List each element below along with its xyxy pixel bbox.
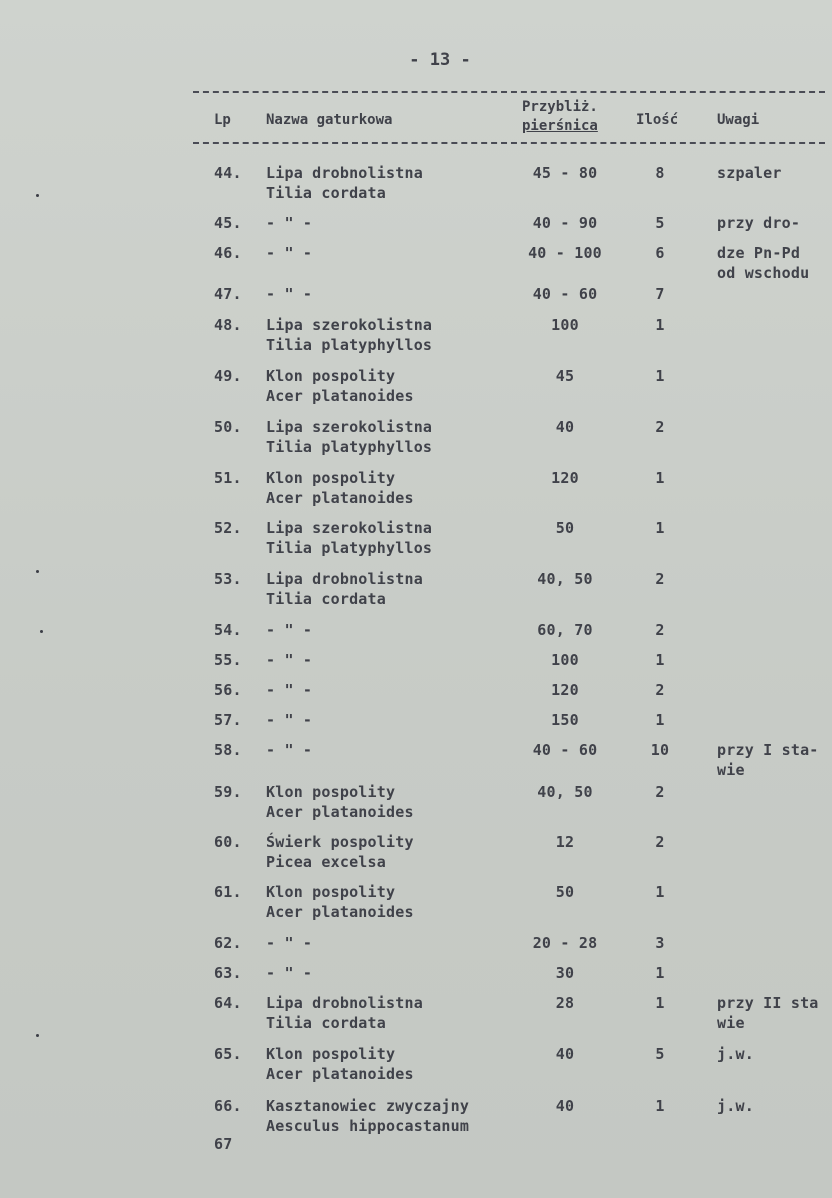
row-lp: 55. bbox=[214, 651, 242, 669]
page-number: - 13 - bbox=[409, 50, 471, 70]
row-species-name-polish: Świerk pospolity bbox=[266, 833, 414, 851]
row-species-name-polish: - " - bbox=[266, 285, 313, 303]
table-row bbox=[0, 740, 832, 780]
header-lp: Lp bbox=[214, 112, 231, 128]
row-remark-continued: wie bbox=[717, 761, 745, 779]
row-quantity: 1 bbox=[655, 1097, 665, 1115]
row-species-name-latin: Aesculus hippocastanum bbox=[266, 1117, 470, 1135]
row-dbh: 45 bbox=[555, 367, 575, 385]
table-row bbox=[0, 1096, 832, 1136]
row-species-name-polish: - " - bbox=[266, 651, 313, 669]
row-lp: 54. bbox=[214, 621, 242, 639]
row-species-name-polish: Klon pospolity bbox=[266, 469, 396, 487]
table-row bbox=[0, 1134, 832, 1174]
row-species-name-latin: Acer platanoides bbox=[266, 489, 414, 507]
row-remark-continued: od wschodu bbox=[717, 264, 810, 282]
row-quantity: 5 bbox=[655, 214, 665, 232]
header-species-name: Nazwa gaturkowa bbox=[266, 112, 393, 128]
row-lp: 61. bbox=[214, 883, 242, 901]
row-lp: 47. bbox=[214, 285, 242, 303]
row-lp: 59. bbox=[214, 783, 242, 801]
row-quantity: 1 bbox=[655, 883, 665, 901]
row-lp: 64. bbox=[214, 994, 242, 1012]
scan-speck bbox=[36, 1034, 39, 1037]
row-dbh: 40 - 60 bbox=[532, 741, 598, 759]
row-dbh: 60, 70 bbox=[537, 621, 593, 639]
row-dbh: 40 - 60 bbox=[532, 285, 598, 303]
row-species-name-polish: - " - bbox=[266, 741, 313, 759]
row-lp: 62. bbox=[214, 934, 242, 952]
scan-speck bbox=[36, 194, 39, 197]
row-lp: 53. bbox=[214, 570, 242, 588]
row-dbh: 28 bbox=[555, 994, 575, 1012]
table-row bbox=[0, 163, 832, 203]
row-species-name-polish: - " - bbox=[266, 214, 313, 232]
table-row bbox=[0, 417, 832, 457]
row-dbh: 20 - 28 bbox=[532, 934, 598, 952]
row-quantity: 1 bbox=[655, 651, 665, 669]
row-quantity: 2 bbox=[655, 621, 665, 639]
scan-speck bbox=[40, 630, 43, 633]
row-remark: przy I sta- bbox=[717, 741, 819, 759]
row-species-name-polish: - " - bbox=[266, 711, 313, 729]
row-remark-continued: wie bbox=[717, 1014, 745, 1032]
row-quantity: 1 bbox=[655, 469, 665, 487]
row-species-name-latin: Acer platanoides bbox=[266, 803, 414, 821]
header-dbh-line2: pierśnica bbox=[522, 118, 598, 134]
table-row bbox=[0, 882, 832, 922]
row-species-name-polish: Klon pospolity bbox=[266, 883, 396, 901]
row-dbh: 120 bbox=[551, 469, 579, 487]
row-quantity: 1 bbox=[655, 994, 665, 1012]
row-dbh: 100 bbox=[551, 651, 579, 669]
row-dbh: 100 bbox=[551, 316, 579, 334]
row-species-name-polish: - " - bbox=[266, 964, 313, 982]
row-dbh: 12 bbox=[555, 833, 575, 851]
row-quantity: 7 bbox=[655, 285, 665, 303]
table-row bbox=[0, 569, 832, 609]
header-remarks: Uwagi bbox=[717, 112, 760, 128]
row-dbh: 30 bbox=[555, 964, 575, 982]
row-dbh: 40 - 90 bbox=[532, 214, 598, 232]
row-species-name-latin: Tilia cordata bbox=[266, 590, 386, 608]
row-quantity: 10 bbox=[650, 741, 670, 759]
row-quantity: 1 bbox=[655, 316, 665, 334]
table-row bbox=[0, 1044, 832, 1084]
row-species-name-polish: Lipa drobnolistna bbox=[266, 164, 423, 182]
row-species-name-latin: Acer platanoides bbox=[266, 1065, 414, 1083]
row-species-name-polish: Klon pospolity bbox=[266, 367, 396, 385]
row-quantity: 3 bbox=[655, 934, 665, 952]
header-bottom-rule bbox=[193, 142, 825, 144]
row-dbh: 40, 50 bbox=[537, 570, 593, 588]
row-species-name-latin: Acer platanoides bbox=[266, 903, 414, 921]
row-dbh: 40, 50 bbox=[537, 783, 593, 801]
row-species-name-latin: Tilia platyphyllos bbox=[266, 539, 433, 557]
row-species-name-polish: Kasztanowiec zwyczajny bbox=[266, 1097, 470, 1115]
row-quantity: 2 bbox=[655, 681, 665, 699]
row-lp: 63. bbox=[214, 964, 242, 982]
row-remark: dze Pn-Pd bbox=[717, 244, 801, 262]
row-species-name-polish: Lipa szerokolistna bbox=[266, 418, 433, 436]
row-species-name-polish: - " - bbox=[266, 934, 313, 952]
row-dbh: 45 - 80 bbox=[532, 164, 598, 182]
header-top-rule bbox=[193, 91, 825, 93]
row-lp: 65. bbox=[214, 1045, 242, 1063]
header-dbh-line1: Przybliż. bbox=[522, 99, 598, 115]
scan-speck bbox=[36, 570, 39, 573]
row-species-name-polish: Klon pospolity bbox=[266, 1045, 396, 1063]
row-quantity: 5 bbox=[655, 1045, 665, 1063]
table-row bbox=[0, 315, 832, 355]
row-remark: przy II sta bbox=[717, 994, 819, 1012]
row-quantity: 6 bbox=[655, 244, 665, 262]
row-lp: 66. bbox=[214, 1097, 242, 1115]
row-lp: 56. bbox=[214, 681, 242, 699]
row-lp: 60. bbox=[214, 833, 242, 851]
row-remark: szpaler bbox=[717, 164, 782, 182]
row-dbh: 40 bbox=[555, 1097, 575, 1115]
row-quantity: 8 bbox=[655, 164, 665, 182]
row-lp: 58. bbox=[214, 741, 242, 759]
row-dbh: 50 bbox=[555, 883, 575, 901]
row-species-name-polish: Lipa szerokolistna bbox=[266, 519, 433, 537]
table-row bbox=[0, 518, 832, 558]
row-species-name-latin: Tilia cordata bbox=[266, 1014, 386, 1032]
row-lp: 45. bbox=[214, 214, 242, 232]
row-quantity: 1 bbox=[655, 711, 665, 729]
row-lp: 57. bbox=[214, 711, 242, 729]
row-species-name-polish: - " - bbox=[266, 681, 313, 699]
row-quantity: 2 bbox=[655, 570, 665, 588]
row-species-name-polish: Lipa drobnolistna bbox=[266, 570, 423, 588]
row-quantity: 1 bbox=[655, 367, 665, 385]
row-species-name-polish: Lipa drobnolistna bbox=[266, 994, 423, 1012]
table-row bbox=[0, 243, 832, 283]
row-species-name-latin: Tilia platyphyllos bbox=[266, 438, 433, 456]
row-species-name-latin: Tilia cordata bbox=[266, 184, 386, 202]
table-row bbox=[0, 832, 832, 872]
row-quantity: 2 bbox=[655, 833, 665, 851]
row-lp: 48. bbox=[214, 316, 242, 334]
row-lp: 46. bbox=[214, 244, 242, 262]
row-species-name-polish: Lipa szerokolistna bbox=[266, 316, 433, 334]
row-lp: 52. bbox=[214, 519, 242, 537]
row-lp: 49. bbox=[214, 367, 242, 385]
table-row bbox=[0, 468, 832, 508]
row-species-name-latin: Tilia platyphyllos bbox=[266, 336, 433, 354]
row-remark: j.w. bbox=[717, 1045, 754, 1063]
row-lp: 51. bbox=[214, 469, 242, 487]
table-row bbox=[0, 366, 832, 406]
row-quantity: 2 bbox=[655, 783, 665, 801]
row-species-name-polish: Klon pospolity bbox=[266, 783, 396, 801]
row-lp: 67 bbox=[214, 1135, 233, 1153]
row-dbh: 40 - 100 bbox=[528, 244, 602, 262]
row-lp: 44. bbox=[214, 164, 242, 182]
row-dbh: 150 bbox=[551, 711, 579, 729]
header-quantity: Ilość bbox=[636, 112, 679, 128]
table-row bbox=[0, 782, 832, 822]
row-remark: przy dro- bbox=[717, 214, 801, 232]
row-remark: j.w. bbox=[717, 1097, 754, 1115]
row-lp: 50. bbox=[214, 418, 242, 436]
row-dbh: 40 bbox=[555, 418, 575, 436]
row-dbh: 120 bbox=[551, 681, 579, 699]
row-species-name-latin: Picea excelsa bbox=[266, 853, 386, 871]
row-quantity: 1 bbox=[655, 519, 665, 537]
table-row bbox=[0, 993, 832, 1033]
row-dbh: 50 bbox=[555, 519, 575, 537]
row-species-name-latin: Acer platanoides bbox=[266, 387, 414, 405]
row-quantity: 2 bbox=[655, 418, 665, 436]
row-species-name-polish: - " - bbox=[266, 244, 313, 262]
row-species-name-polish: - " - bbox=[266, 621, 313, 639]
row-dbh: 40 bbox=[555, 1045, 575, 1063]
row-quantity: 1 bbox=[655, 964, 665, 982]
